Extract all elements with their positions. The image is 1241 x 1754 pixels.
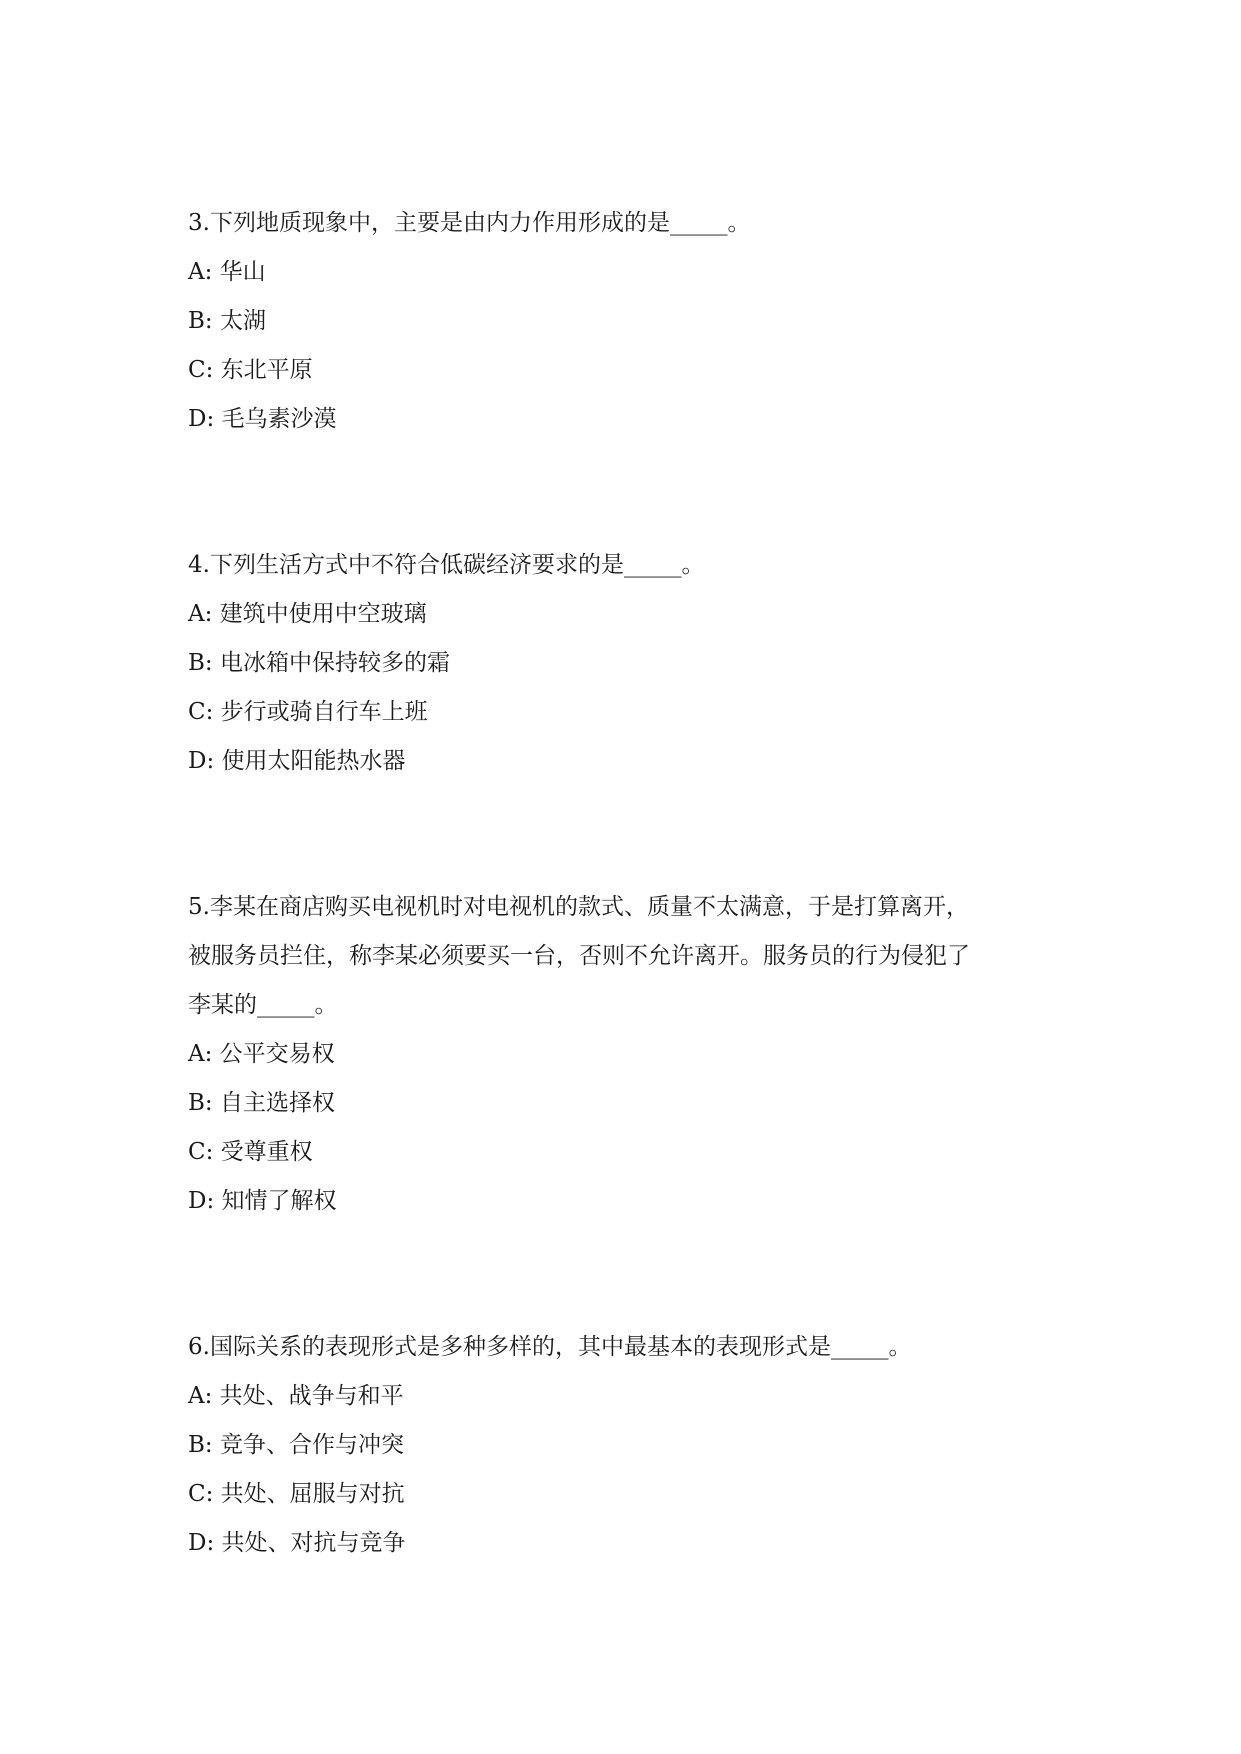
option-a: A: 华山 <box>188 259 266 285</box>
question-stem-line-2: 被服务员拦住，称李某必须要买一台，否则不允许离开。服务员的行为侵犯了 <box>188 943 970 969</box>
question-stem: 4.下列生活方式中不符合低碳经济要求的是_____。 <box>188 552 705 578</box>
question-stem-line-1: 5.李某在商店购买电视机时对电视机的款式、质量不太满意，于是打算离开， <box>188 894 969 920</box>
question-5 <box>188 883 1068 1226</box>
option-a: A: 建筑中使用中空玻璃 <box>188 601 427 627</box>
option-a: A: 共处、战争与和平 <box>188 1383 404 1409</box>
option-d: D: 共处、对抗与竞争 <box>188 1530 406 1556</box>
option-d: D: 使用太阳能热水器 <box>188 748 406 774</box>
option-a: A: 公平交易权 <box>188 1041 335 1067</box>
option-c: C: 共处、屈服与对抗 <box>188 1481 405 1507</box>
question-stem: 6.国际关系的表现形式是多种多样的，其中最基本的表现形式是_____。 <box>188 1334 912 1360</box>
question-stem: 3.下列地质现象中，主要是由内力作用形成的是_____。 <box>188 210 751 236</box>
question-4 <box>188 541 1068 786</box>
option-b: B: 自主选择权 <box>188 1090 335 1116</box>
option-b: B: 电冰箱中保持较多的霜 <box>188 650 450 676</box>
option-d: D: 知情了解权 <box>188 1188 337 1214</box>
question-6 <box>188 1323 1068 1568</box>
option-b: B: 太湖 <box>188 308 266 334</box>
question-stem-line-3: 李某的_____。 <box>188 992 338 1018</box>
question-3 <box>188 199 1068 444</box>
option-b: B: 竞争、合作与冲突 <box>188 1432 404 1458</box>
option-c: C: 受尊重权 <box>188 1139 313 1165</box>
option-c: C: 东北平原 <box>188 357 313 383</box>
option-c: C: 步行或骑自行车上班 <box>188 699 428 725</box>
option-d: D: 毛乌素沙漠 <box>188 406 337 432</box>
